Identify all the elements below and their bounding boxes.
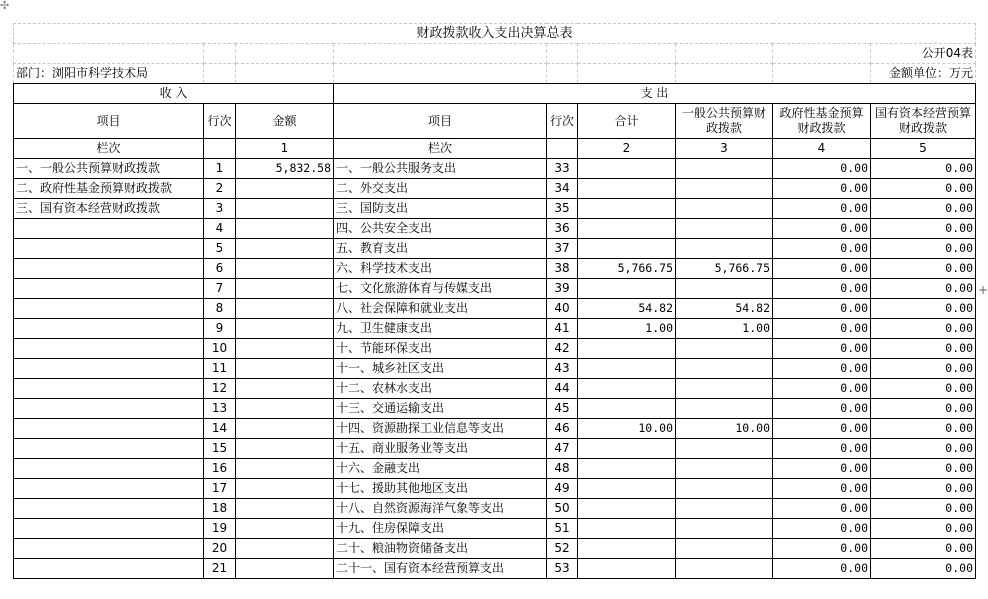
state-capital-cell: 0.00	[871, 459, 976, 479]
state-capital-cell: 0.00	[871, 379, 976, 399]
income-amount-cell: 5,832.58	[236, 159, 334, 179]
expense-line-cell: 42	[547, 339, 578, 359]
table-row	[14, 159, 976, 179]
income-item-cell	[14, 219, 204, 239]
expense-item-cell: 二十一、国有资本经营预算支出	[334, 559, 547, 579]
income-amount-cell	[236, 299, 334, 319]
general-budget-cell	[676, 279, 773, 299]
table-row	[14, 539, 976, 559]
income-amount-cell	[236, 359, 334, 379]
col-header-amount: 金额	[236, 104, 334, 139]
expense-item-cell: 十九、住房保障支出	[334, 519, 547, 539]
gov-fund-cell: 0.00	[773, 419, 871, 439]
gov-fund-cell: 0.00	[773, 359, 871, 379]
expense-total-cell	[578, 439, 676, 459]
expense-item-cell: 八、社会保障和就业支出	[334, 299, 547, 319]
income-line-cell: 13	[204, 399, 236, 419]
income-item-cell	[14, 239, 204, 259]
gov-fund-cell: 0.00	[773, 459, 871, 479]
income-amount-cell	[236, 339, 334, 359]
department-label: 部门：浏阳市科学技术局	[14, 64, 204, 84]
expense-total-cell	[578, 499, 676, 519]
gov-fund-cell: 0.00	[773, 239, 871, 259]
income-item-cell: 二、政府性基金预算财政拨款	[14, 179, 204, 199]
expense-item-cell: 五、教育支出	[334, 239, 547, 259]
income-line-cell: 5	[204, 239, 236, 259]
income-line-cell: 9	[204, 319, 236, 339]
general-budget-cell	[676, 519, 773, 539]
income-item-cell	[14, 399, 204, 419]
table-row	[14, 179, 976, 199]
state-capital-cell: 0.00	[871, 499, 976, 519]
general-budget-cell: 5,766.75	[676, 259, 773, 279]
income-amount-cell	[236, 379, 334, 399]
income-item-cell: 三、国有资本经营财政拨款	[14, 199, 204, 219]
col-header-general-budget: 一般公共预算财政拨款	[676, 104, 773, 139]
general-budget-cell	[676, 219, 773, 239]
state-capital-cell: 0.00	[871, 439, 976, 459]
table-row	[14, 299, 976, 319]
income-item-cell	[14, 379, 204, 399]
gov-fund-cell: 0.00	[773, 219, 871, 239]
expense-line-cell: 48	[547, 459, 578, 479]
col-index-fund: 4	[773, 139, 871, 159]
income-amount-cell	[236, 319, 334, 339]
income-item-cell	[14, 499, 204, 519]
income-line-cell: 18	[204, 499, 236, 519]
income-line-cell: 11	[204, 359, 236, 379]
income-line-cell: 8	[204, 299, 236, 319]
column-header-row	[14, 104, 976, 139]
table-row	[14, 419, 976, 439]
table-row	[14, 359, 976, 379]
gov-fund-cell: 0.00	[773, 279, 871, 299]
income-line-cell: 20	[204, 539, 236, 559]
income-amount-cell	[236, 419, 334, 439]
income-section-header: 收 入	[14, 84, 334, 104]
expense-item-cell: 四、公共安全支出	[334, 219, 547, 239]
expense-item-cell: 三、国防支出	[334, 199, 547, 219]
expense-total-cell: 1.00	[578, 319, 676, 339]
table-row	[14, 379, 976, 399]
income-amount-cell	[236, 259, 334, 279]
expense-item-cell: 九、卫生健康支出	[334, 319, 547, 339]
gov-fund-cell: 0.00	[773, 439, 871, 459]
state-capital-cell: 0.00	[871, 319, 976, 339]
income-item-cell	[14, 539, 204, 559]
expense-total-cell	[578, 199, 676, 219]
expense-line-cell: 33	[547, 159, 578, 179]
income-line-cell: 7	[204, 279, 236, 299]
state-capital-cell: 0.00	[871, 239, 976, 259]
state-capital-cell: 0.00	[871, 219, 976, 239]
expense-line-cell: 35	[547, 199, 578, 219]
expense-total-cell	[578, 359, 676, 379]
table-row	[14, 439, 976, 459]
income-amount-cell	[236, 199, 334, 219]
expense-line-cell: 39	[547, 279, 578, 299]
gov-fund-cell: 0.00	[773, 399, 871, 419]
expense-total-cell	[578, 399, 676, 419]
table-row	[14, 519, 976, 539]
col-index-label2: 栏次	[334, 139, 547, 159]
form-no-row	[14, 44, 976, 64]
expense-total-cell	[578, 479, 676, 499]
income-line-cell: 15	[204, 439, 236, 459]
state-capital-cell: 0.00	[871, 339, 976, 359]
income-amount-cell	[236, 559, 334, 579]
add-column-icon[interactable]: +	[978, 283, 988, 297]
state-capital-cell: 0.00	[871, 519, 976, 539]
income-line-cell: 4	[204, 219, 236, 239]
income-line-cell: 21	[204, 559, 236, 579]
income-amount-cell	[236, 519, 334, 539]
income-amount-cell	[236, 219, 334, 239]
income-line-cell: 1	[204, 159, 236, 179]
table-row	[14, 339, 976, 359]
state-capital-cell: 0.00	[871, 479, 976, 499]
move-handle-icon[interactable]: ✣	[0, 0, 10, 12]
general-budget-cell	[676, 339, 773, 359]
expense-item-cell: 六、科学技术支出	[334, 259, 547, 279]
col-header-gov-fund: 政府性基金预算财政拨款	[773, 104, 871, 139]
income-line-cell: 16	[204, 459, 236, 479]
income-amount-cell	[236, 459, 334, 479]
general-budget-cell: 1.00	[676, 319, 773, 339]
general-budget-cell	[676, 459, 773, 479]
income-amount-cell	[236, 279, 334, 299]
gov-fund-cell: 0.00	[773, 179, 871, 199]
state-capital-cell: 0.00	[871, 259, 976, 279]
table-row	[14, 199, 976, 219]
expense-line-cell: 34	[547, 179, 578, 199]
report-title: 财政拨款收入支出决算总表	[14, 24, 976, 44]
expense-line-cell: 47	[547, 439, 578, 459]
col-header-line: 行次	[204, 104, 236, 139]
expense-total-cell	[578, 559, 676, 579]
general-budget-cell	[676, 199, 773, 219]
income-amount-cell	[236, 399, 334, 419]
expense-line-cell: 43	[547, 359, 578, 379]
expense-line-cell: 49	[547, 479, 578, 499]
gov-fund-cell: 0.00	[773, 379, 871, 399]
gov-fund-cell: 0.00	[773, 339, 871, 359]
general-budget-cell: 10.00	[676, 419, 773, 439]
state-capital-cell: 0.00	[871, 159, 976, 179]
general-budget-cell	[676, 399, 773, 419]
col-index-total: 2	[578, 139, 676, 159]
column-index-row	[14, 139, 976, 159]
expense-total-cell: 54.82	[578, 299, 676, 319]
expense-line-cell: 44	[547, 379, 578, 399]
expense-total-cell	[578, 459, 676, 479]
income-amount-cell	[236, 539, 334, 559]
expense-line-cell: 51	[547, 519, 578, 539]
income-line-cell: 10	[204, 339, 236, 359]
income-line-cell: 19	[204, 519, 236, 539]
col-header-expense-item: 项目	[334, 104, 547, 139]
income-item-cell	[14, 419, 204, 439]
expense-total-cell	[578, 219, 676, 239]
expense-line-cell: 36	[547, 219, 578, 239]
expense-total-cell	[578, 239, 676, 259]
general-budget-cell	[676, 539, 773, 559]
report-sheet	[13, 23, 976, 579]
title-row	[14, 24, 976, 44]
col-header-item: 项目	[14, 104, 204, 139]
table-row	[14, 559, 976, 579]
income-item-cell	[14, 459, 204, 479]
expense-total-cell	[578, 279, 676, 299]
state-capital-cell: 0.00	[871, 199, 976, 219]
income-line-cell: 12	[204, 379, 236, 399]
income-amount-cell	[236, 499, 334, 519]
expense-item-cell: 十三、交通运输支出	[334, 399, 547, 419]
state-capital-cell: 0.00	[871, 359, 976, 379]
expense-item-cell: 二十、粮油物资储备支出	[334, 539, 547, 559]
expense-item-cell: 十二、农林水支出	[334, 379, 547, 399]
general-budget-cell	[676, 479, 773, 499]
income-item-cell	[14, 279, 204, 299]
expense-total-cell	[578, 519, 676, 539]
expense-item-cell: 十一、城乡社区支出	[334, 359, 547, 379]
col-index-amount: 1	[236, 139, 334, 159]
unit-label: 金额单位：万元	[871, 64, 976, 84]
income-line-cell: 6	[204, 259, 236, 279]
income-item-cell: 一、一般公共预算财政拨款	[14, 159, 204, 179]
expense-total-cell	[578, 339, 676, 359]
table-row	[14, 259, 976, 279]
general-budget-cell	[676, 379, 773, 399]
general-budget-cell	[676, 179, 773, 199]
general-budget-cell	[676, 499, 773, 519]
gov-fund-cell: 0.00	[773, 499, 871, 519]
table-row	[14, 279, 976, 299]
expense-line-cell: 40	[547, 299, 578, 319]
expense-line-cell: 50	[547, 499, 578, 519]
expense-line-cell: 37	[547, 239, 578, 259]
table-row	[14, 479, 976, 499]
expense-total-cell	[578, 159, 676, 179]
gov-fund-cell: 0.00	[773, 319, 871, 339]
income-line-cell: 17	[204, 479, 236, 499]
expense-item-cell: 七、文化旅游体育与传媒支出	[334, 279, 547, 299]
state-capital-cell: 0.00	[871, 559, 976, 579]
income-item-cell	[14, 559, 204, 579]
expense-total-cell: 10.00	[578, 419, 676, 439]
general-budget-cell	[676, 359, 773, 379]
col-header-total: 合计	[578, 104, 676, 139]
col-header-state-capital: 国有资本经营预算财政拨款	[871, 104, 976, 139]
col-index-label: 栏次	[14, 139, 204, 159]
expense-item-cell: 二、外交支出	[334, 179, 547, 199]
state-capital-cell: 0.00	[871, 399, 976, 419]
expense-line-cell: 38	[547, 259, 578, 279]
gov-fund-cell: 0.00	[773, 299, 871, 319]
expense-item-cell: 十八、自然资源海洋气象等支出	[334, 499, 547, 519]
state-capital-cell: 0.00	[871, 179, 976, 199]
gov-fund-cell: 0.00	[773, 479, 871, 499]
col-index-general: 3	[676, 139, 773, 159]
general-budget-cell	[676, 159, 773, 179]
col-index-capital: 5	[871, 139, 976, 159]
expense-total-cell	[578, 539, 676, 559]
general-budget-cell	[676, 439, 773, 459]
state-capital-cell: 0.00	[871, 279, 976, 299]
expense-item-cell: 十七、援助其他地区支出	[334, 479, 547, 499]
department-row	[14, 64, 976, 84]
expense-line-cell: 53	[547, 559, 578, 579]
expense-item-cell: 十六、金融支出	[334, 459, 547, 479]
expense-item-cell: 一、一般公共服务支出	[334, 159, 547, 179]
report-table	[13, 23, 976, 579]
table-row	[14, 459, 976, 479]
table-row	[14, 319, 976, 339]
income-line-cell: 2	[204, 179, 236, 199]
income-item-cell	[14, 439, 204, 459]
general-budget-cell: 54.82	[676, 299, 773, 319]
income-item-cell	[14, 359, 204, 379]
expense-total-cell	[578, 379, 676, 399]
income-item-cell	[14, 299, 204, 319]
expense-item-cell: 十五、商业服务业等支出	[334, 439, 547, 459]
gov-fund-cell: 0.00	[773, 159, 871, 179]
table-row	[14, 239, 976, 259]
expense-item-cell: 十四、资源勘探工业信息等支出	[334, 419, 547, 439]
col-header-line2: 行次	[547, 104, 578, 139]
table-row	[14, 219, 976, 239]
state-capital-cell: 0.00	[871, 299, 976, 319]
state-capital-cell: 0.00	[871, 419, 976, 439]
income-amount-cell	[236, 239, 334, 259]
general-budget-cell	[676, 559, 773, 579]
gov-fund-cell: 0.00	[773, 259, 871, 279]
income-amount-cell	[236, 439, 334, 459]
form-number: 公开04表	[871, 44, 976, 64]
general-budget-cell	[676, 239, 773, 259]
table-row	[14, 399, 976, 419]
expense-section-header: 支 出	[334, 84, 976, 104]
expense-total-cell: 5,766.75	[578, 259, 676, 279]
expense-total-cell	[578, 179, 676, 199]
income-amount-cell	[236, 479, 334, 499]
table-row	[14, 499, 976, 519]
income-item-cell	[14, 479, 204, 499]
expense-line-cell: 46	[547, 419, 578, 439]
expense-line-cell: 52	[547, 539, 578, 559]
expense-item-cell: 十、节能环保支出	[334, 339, 547, 359]
section-row	[14, 84, 976, 104]
income-line-cell: 14	[204, 419, 236, 439]
expense-line-cell: 41	[547, 319, 578, 339]
gov-fund-cell: 0.00	[773, 559, 871, 579]
income-item-cell	[14, 259, 204, 279]
income-item-cell	[14, 519, 204, 539]
income-item-cell	[14, 339, 204, 359]
expense-line-cell: 45	[547, 399, 578, 419]
gov-fund-cell: 0.00	[773, 199, 871, 219]
income-line-cell: 3	[204, 199, 236, 219]
income-amount-cell	[236, 179, 334, 199]
state-capital-cell: 0.00	[871, 539, 976, 559]
gov-fund-cell: 0.00	[773, 539, 871, 559]
income-item-cell	[14, 319, 204, 339]
gov-fund-cell: 0.00	[773, 519, 871, 539]
